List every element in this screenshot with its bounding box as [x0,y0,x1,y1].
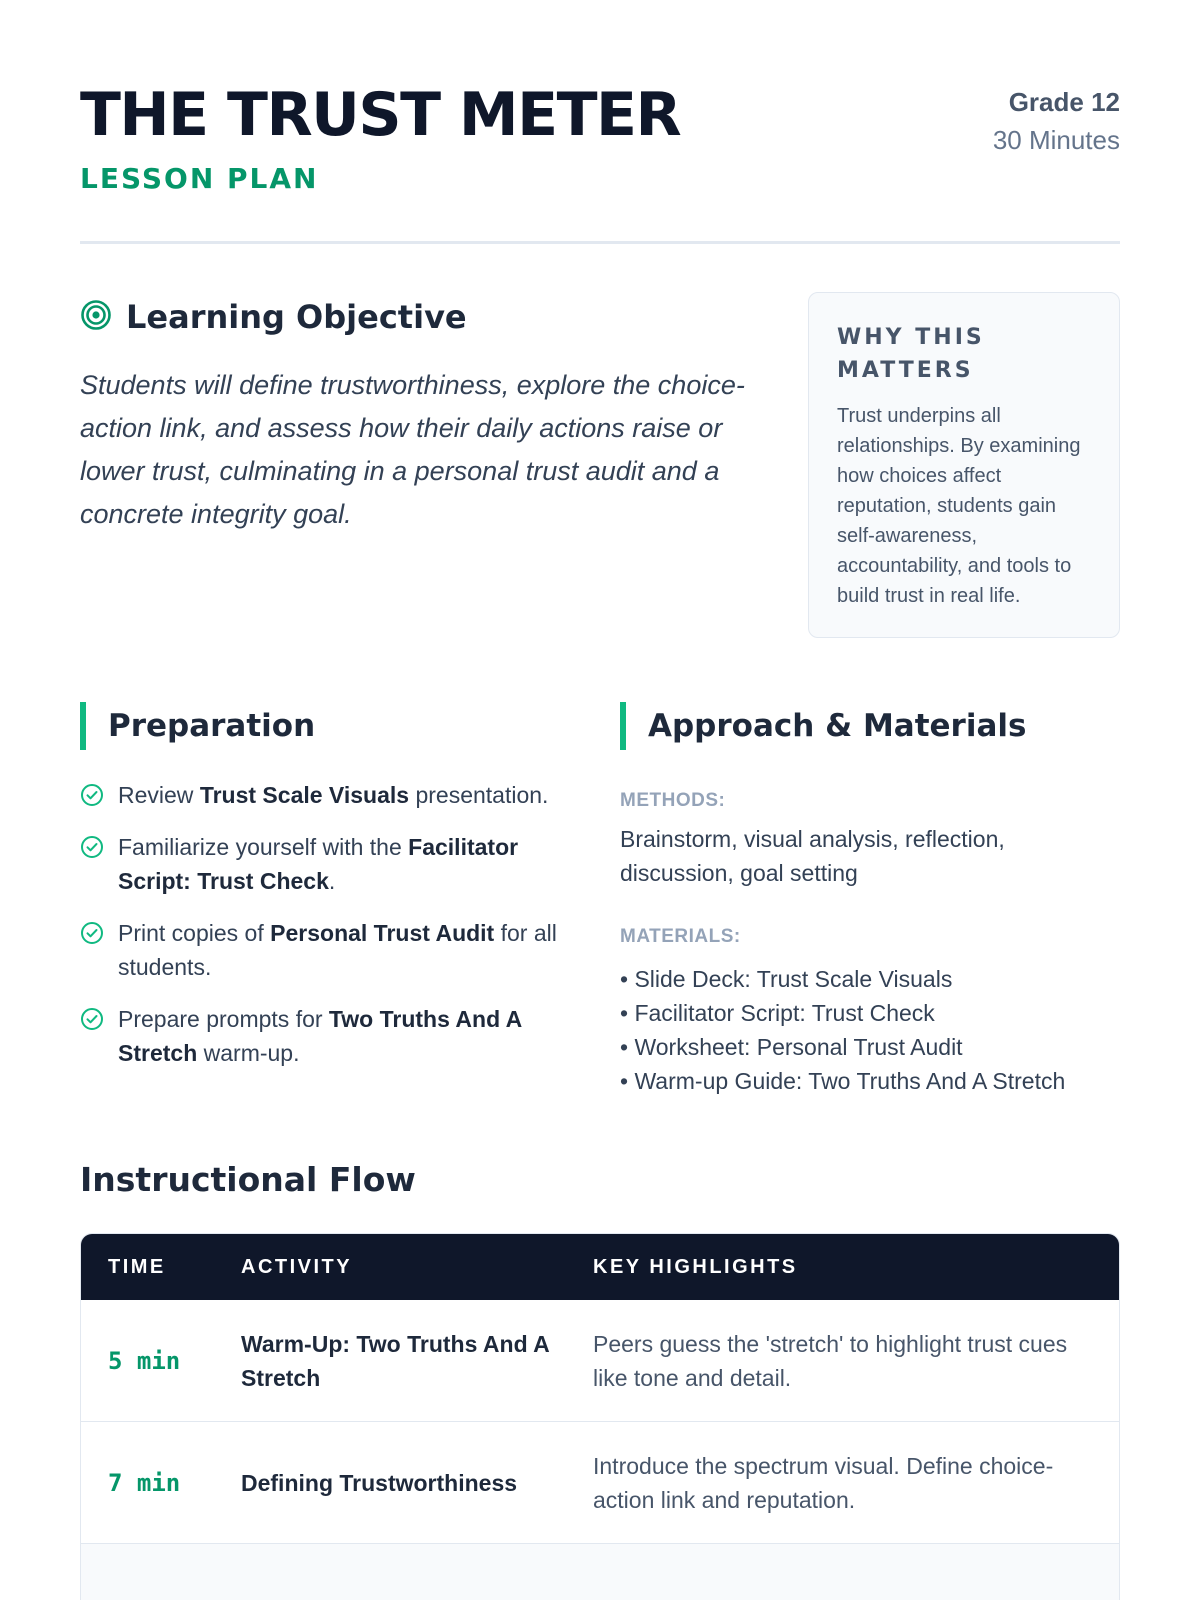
preparation-list [80,778,580,1070]
list-item: • Slide Deck: Trust Scale Visuals [620,962,1120,996]
why-title: WHY THIS MATTERS [837,325,985,383]
list-item [80,778,580,812]
preparation-heading [80,702,580,750]
objective-heading-text: Learning Objective [126,298,467,336]
approach-heading-text: Approach & Materials [648,708,1027,744]
row-highlight: Peers guess the 'stretch' to highlight trust cues like tone and detail. [593,1330,1068,1391]
table-row [81,1300,1119,1422]
preparation-section [80,702,580,1098]
grade-label: Grade 12 [1008,87,1120,117]
preparation-heading-text: Preparation [108,708,316,744]
duration-label: 30 Minutes [992,125,1120,155]
methods-text: Brainstorm, visual analysis, reflection, discussion, goal setting [620,826,1005,886]
learning-objective [80,298,760,638]
list-item [80,1002,580,1070]
check-circle-icon [80,783,104,812]
table-header [81,1234,1119,1300]
flow-table [80,1233,1120,1600]
approach-section [620,702,1120,1098]
objective-row [80,298,1120,638]
why-text: Trust underpins all relationships. By examining how choices affect reputation, students gain self-awareness, accountability, and tools to build trust in real life. [837,405,1081,607]
prep-item-text: Print copies of Personal Trust Audit for all students. [118,920,557,980]
check-circle-icon [80,921,104,984]
flow-heading: Instructional Flow [80,1160,416,1199]
list-item [80,916,580,984]
column-header-time: TIME [108,1255,166,1278]
approach-heading [620,702,1120,750]
row-time: 5 min [108,1346,181,1375]
row-activity: Defining Trustworthiness [241,1469,518,1496]
list-item: • Worksheet: Personal Trust Audit [620,1030,1120,1064]
prep-approach-columns [80,702,1120,1098]
header-divider [80,241,1120,244]
row-highlight: Introduce the spectrum visual. Define choice-action link and reputation. [593,1452,1054,1513]
prep-item-text: Familiarize yourself with the Facilitator Script: Trust Check. [118,834,519,894]
check-circle-icon [80,1007,104,1070]
column-header-highlights: KEY HIGHLIGHTS [593,1255,798,1278]
table-row [81,1544,1119,1600]
prep-item-text: Review Trust Scale Visuals presentation. [118,782,549,808]
lesson-meta [993,82,1120,160]
list-item: • Warm-up Guide: Two Truths And A Stretch [620,1064,1120,1098]
table-row [81,1422,1119,1544]
target-icon [80,299,112,336]
page-subtitle: LESSON PLAN [80,162,319,195]
why-this-matters-card [808,292,1120,638]
row-time: 7 min [108,1468,181,1497]
row-activity: Warm-Up: Two Truths And A Stretch [241,1330,549,1391]
materials-label: MATERIALS: [620,926,741,947]
header [80,82,1120,195]
materials-list [620,962,1120,1098]
check-circle-icon [80,835,104,898]
objective-heading [80,298,760,336]
methods-label: METHODS: [620,790,726,811]
list-item [80,830,580,898]
prep-item-text: Prepare prompts for Two Truths And A Stretch warm-up. [118,1006,522,1066]
list-item: • Facilitator Script: Trust Check [620,996,1120,1030]
objective-text: Students will define trustworthiness, explore the choice-action link, and assess how their daily actions raise or lower trust, culminating in a personal trust audit and a concrete integrity goal. [80,370,745,529]
page-title: THE TRUST METER [80,80,681,150]
column-header-activity: ACTIVITY [241,1255,353,1278]
